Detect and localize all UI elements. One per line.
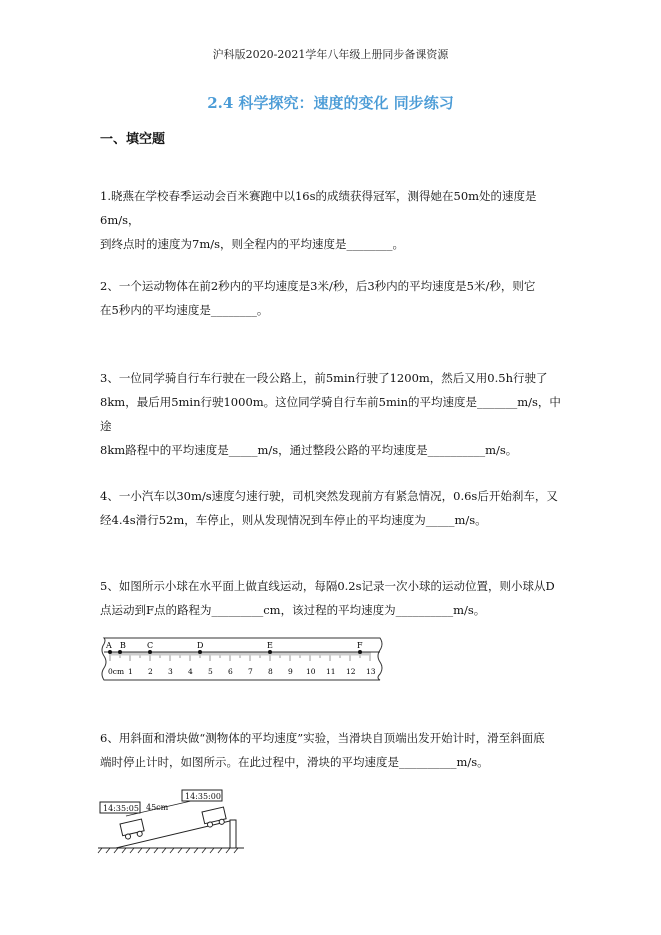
question-1-line-2: 到终点时的速度为7m/s，则全程内的平均速度是________。 — [100, 237, 404, 251]
ball-position-d — [198, 650, 202, 654]
ruler-number: 11 — [326, 667, 336, 676]
question-6-line-2: 端时停止计时，如图所示。在此过程中，滑块的平均速度是__________m/s。 — [100, 755, 489, 769]
ruler-number: 6 — [228, 667, 233, 676]
clock-start-time: 14:35:05 — [103, 804, 139, 813]
ruler-number: 7 — [248, 667, 253, 676]
page-title: 2.4 科学探究：速度的变化 同步练习 — [207, 94, 454, 112]
ruler-number: 4 — [188, 667, 193, 676]
ruler-unit-label: 0cm — [108, 667, 125, 676]
ruler-number: 9 — [288, 667, 293, 676]
question-1 — [100, 184, 570, 256]
question-5-line-1: 5、如图所示小球在水平面上做直线运动，每隔0.2s记录一次小球的运动位置，则小球从D — [100, 579, 555, 593]
ball-position-c — [148, 650, 152, 654]
incline-figure — [96, 786, 246, 854]
clock-end-time: 14:35:00 — [185, 792, 221, 801]
ball-position-e — [268, 650, 272, 654]
point-label-e: E — [267, 641, 273, 650]
point-label-c: C — [147, 641, 154, 650]
ball-position-a — [108, 650, 112, 654]
point-label-f: F — [357, 641, 363, 650]
question-1-line-1: 1.晓燕在学校春季运动会百米赛跑中以16s的成绩获得冠军，测得她在50m处的速度是6m/s， — [100, 189, 537, 227]
ruler-number: 2 — [148, 667, 153, 676]
question-3-line-2: 8km，最后用5min行驶1000m。这位同学骑自行车前5min的平均速度是_______m/s，中途 — [100, 395, 561, 433]
question-3 — [100, 366, 570, 462]
point-label-b: B — [120, 641, 126, 650]
question-3-line-3: 8km路程中的平均速度是_____m/s，通过整段公路的平均速度是__________m/s。 — [100, 443, 518, 457]
question-2-line-2: 在5秒内的平均速度是________。 — [100, 303, 269, 317]
ruler-number: 5 — [208, 667, 213, 676]
ruler-number: 1 — [128, 667, 133, 676]
slider-bottom — [120, 819, 145, 840]
ruler-number: 3 — [168, 667, 173, 676]
point-label-d: D — [197, 641, 204, 650]
question-5-line-2: 点运动到F点的路程为_________cm，该过程的平均速度为__________m/s。 — [100, 603, 486, 617]
incline-support — [230, 820, 236, 848]
ground-hatch — [98, 848, 238, 853]
page-header: 沪科版2020-2021学年八年级上册同步备课资源 — [212, 48, 449, 61]
ruler-number: 10 — [306, 667, 316, 676]
ruler-number: 8 — [268, 667, 273, 676]
question-4-line-1: 4、一小汽车以30m/s速度匀速行驶，司机突然发现前方有紧急情况，0.6s后开始刹车，又 — [100, 489, 558, 503]
ruler-number: 13 — [366, 667, 376, 676]
question-5 — [100, 574, 570, 622]
question-6-line-1: 6、用斜面和滑块做“测物体的平均速度”实验，当滑块自顶端出发开始计时，滑至斜面底 — [100, 731, 545, 745]
ruler-body — [102, 638, 382, 680]
ball-position-f — [358, 650, 362, 654]
question-4-line-2: 经4.4s滑行52m，车停止，则从发现情况到车停止的平均速度为_____m/s。 — [100, 513, 487, 527]
question-4 — [100, 484, 570, 532]
ball-position-b — [118, 650, 122, 654]
distance-label: 45cm — [146, 803, 169, 812]
section-heading: 一、填空题 — [100, 132, 166, 147]
question-2-line-1: 2、一个运动物体在前2秒内的平均速度是3米/秒，后3秒内的平均速度是5米/秒，则它 — [100, 279, 536, 293]
question-2 — [100, 274, 570, 322]
ruler-figure — [98, 636, 388, 684]
point-label-a: A — [106, 641, 112, 650]
question-3-line-1: 3、一位同学骑自行车行驶在一段公路上，前5min行驶了1200m，然后又用0.5h行驶了 — [100, 371, 548, 385]
ruler-number: 12 — [346, 667, 356, 676]
question-6 — [100, 726, 570, 774]
